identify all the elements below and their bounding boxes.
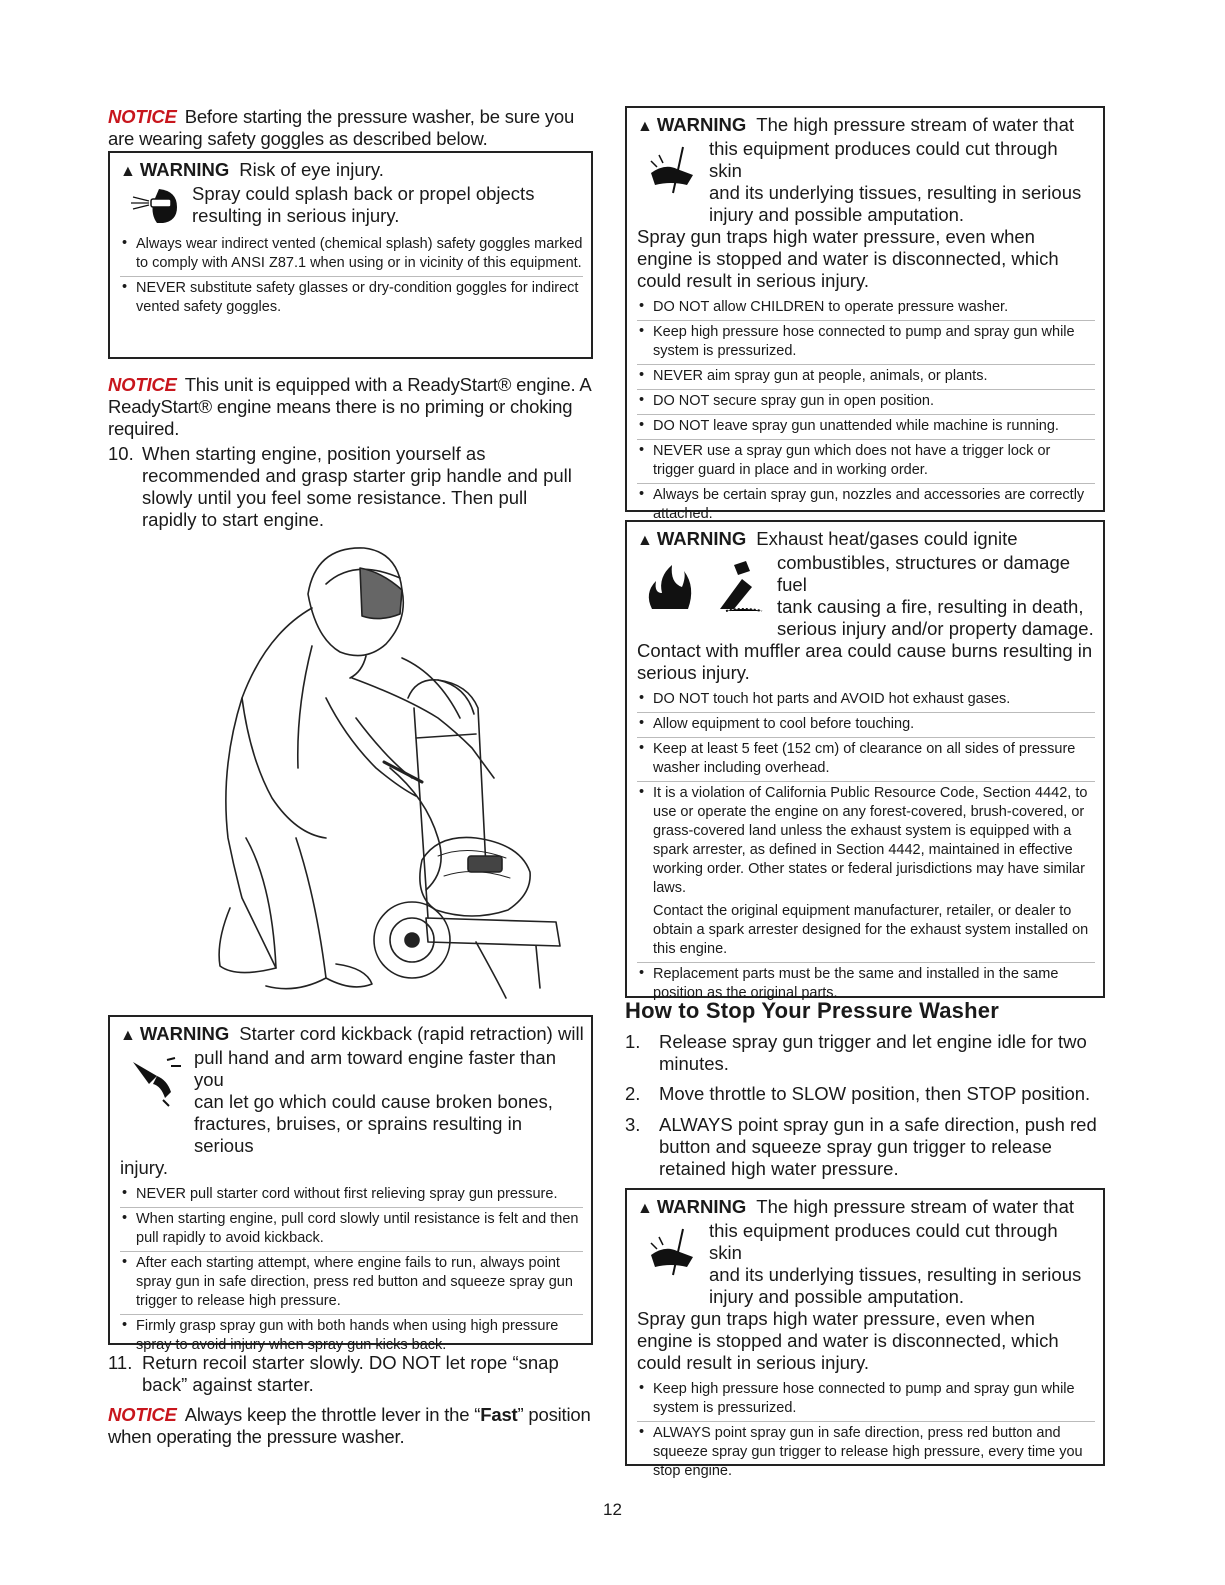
- notice-text-bold: Fast: [480, 1404, 518, 1425]
- warning-line: can let go which could cause broken bones,: [194, 1091, 553, 1112]
- warning-line: and its underlying tissues, resulting in serious: [709, 1264, 1082, 1285]
- warning-line: and its underlying tissues, resulting in serious: [709, 182, 1082, 203]
- warning-triangle-icon: ▲: [637, 532, 653, 549]
- warning-title: [120, 159, 384, 183]
- notice-text: This unit is equipped with a ReadyStart® engine. A ReadyStart® engine means there is no priming or choking required.: [108, 374, 591, 439]
- warning-bullets: [120, 233, 583, 320]
- stop-step-2: [625, 1083, 1095, 1105]
- step-text: Release spray gun trigger and let engine idle for two minutes.: [659, 1031, 1087, 1074]
- warning-first-line: The high pressure stream of water that: [756, 114, 1074, 135]
- stop-step-1: [625, 1031, 1095, 1075]
- warning-label: WARNING: [656, 114, 747, 135]
- warning-tail: injury.: [120, 1157, 168, 1178]
- step-text: Return recoil starter slowly. DO NOT let rope “snap back” against starter.: [142, 1352, 559, 1395]
- list-item: • DO NOT touch hot parts and AVOID hot exhaust gases.: [637, 688, 1095, 712]
- notice-tag: NOTICE: [108, 374, 177, 395]
- warning-paragraph: Contact with muffler area could cause burns resulting in serious injury.: [637, 640, 1093, 683]
- high-pressure-cut-icon: [637, 1220, 709, 1286]
- fire-icons: [637, 552, 777, 618]
- warning-label: WARNING: [139, 1023, 230, 1044]
- fire-icon: [649, 565, 691, 609]
- warning-paragraph: Spray gun traps high water pressure, even when engine is stopped and water is disconnected, which could result in serious injury.: [637, 1308, 1059, 1373]
- list-item: • DO NOT leave spray gun unattended while machine is running.: [637, 414, 1095, 439]
- step-text: When starting engine, position yourself as recommended and grasp starter grip handle and pull slowly until you feel some resistance. Then pull rapidly to start engine.: [142, 443, 572, 530]
- warning-first-line: Exhaust heat/gases could ignite: [756, 528, 1018, 549]
- warning-line: this equipment produces could cut through skin: [709, 138, 1058, 181]
- warning-exhaust: [625, 520, 1105, 1001]
- step-number: 11.: [108, 1352, 133, 1373]
- warning-triangle-icon: ▲: [120, 1027, 136, 1044]
- warning-line: serious injury and/or property damage.: [777, 618, 1094, 639]
- notice-text-post: ” position when operating the pressure washer.: [108, 1404, 591, 1447]
- warning-line: injury and possible amputation.: [709, 1286, 965, 1307]
- stop-step-3: [625, 1114, 1105, 1180]
- warning-triangle-icon: ▲: [120, 163, 136, 180]
- warning-paragraph: Spray gun traps high water pressure, even when engine is stopped and water is disconnected, which could result in serious injury.: [637, 226, 1059, 291]
- notice-readystart: [108, 374, 593, 440]
- warning-title: [637, 1196, 1074, 1220]
- page-number: 12: [603, 1500, 622, 1519]
- list-item: • Firmly grasp spray gun with both hands when using high pressure spray to avoid injury when spray gun kicks back.: [120, 1314, 583, 1358]
- warning-high-pressure-stream: [625, 106, 1105, 522]
- list-item: • NEVER aim spray gun at people, animals, or plants.: [637, 364, 1095, 389]
- warning-first-line: Risk of eye injury.: [239, 159, 384, 180]
- notice-text: Before starting the pressure washer, be sure you are wearing safety goggles as described below.: [108, 106, 575, 149]
- list-item: • Allow equipment to cool before touching.: [637, 712, 1095, 737]
- list-item: • Keep at least 5 feet (152 cm) of clearance on all sides of pressure washer including overhead.: [637, 737, 1095, 781]
- warning-line: injury and possible amputation.: [709, 204, 965, 225]
- warning-eye-injury: [108, 151, 593, 359]
- section-heading: How to Stop Your Pressure Washer: [625, 998, 999, 1023]
- list-item: • NEVER pull starter cord without first relieving spray gun pressure.: [120, 1183, 583, 1207]
- list-item: • NEVER substitute safety glasses or dry-condition goggles for indirect vented safety goggles.: [120, 276, 583, 320]
- warning-line: tank causing a fire, resulting in death,: [777, 596, 1084, 617]
- step-11: [108, 1352, 578, 1396]
- step-10: [108, 443, 578, 531]
- step-number: 3.: [625, 1114, 641, 1135]
- list-item: • ALWAYS point spray gun in safe direction, press red button and squeeze spray gun trigger to release high pressure, every time you stop engine.: [637, 1421, 1095, 1484]
- step-text: ALWAYS point spray gun in a safe direction, push red button and squeeze spray gun trigger to release retained high water pressure.: [659, 1114, 1097, 1179]
- warning-title: [120, 1023, 584, 1047]
- warning-first-line: Starter cord kickback (rapid retraction) will: [239, 1023, 584, 1044]
- warning-triangle-icon: ▲: [637, 1200, 653, 1217]
- notice-throttle: [108, 1404, 593, 1448]
- warning-bullets: [637, 296, 1095, 527]
- notice-text-pre: Always keep the throttle lever in the “: [184, 1404, 481, 1425]
- list-item: • DO NOT secure spray gun in open position.: [637, 389, 1095, 414]
- notice-tag: NOTICE: [108, 1404, 177, 1425]
- step-text: Move throttle to SLOW position, then STOP position.: [659, 1083, 1091, 1104]
- kickback-hand-icon: [120, 1047, 194, 1113]
- list-item-subtext: Contact the original equipment manufacturer, retailer, or dealer to obtain a spark arrester designed for the exhaust system installed on this engine.: [653, 903, 1089, 957]
- warning-bullets: [637, 1378, 1095, 1484]
- warning-line: resulting in serious injury.: [192, 205, 400, 226]
- warning-bullets: [637, 688, 1095, 1006]
- list-item: • Always be certain spray gun, nozzles and accessories are correctly attached.: [637, 483, 1095, 527]
- warning-label: WARNING: [656, 1196, 747, 1217]
- list-item: • When starting engine, pull cord slowly until resistance is felt and then pull rapidly to avoid kickback.: [120, 1207, 583, 1251]
- fuel-fire-icon: [720, 561, 762, 611]
- step-number: 10.: [108, 443, 134, 464]
- warning-title: [637, 528, 1018, 552]
- list-item-text: It is a violation of California Public Resource Code, Section 4442, to use or operate the engine on any forest-covered, brush-covered, or grass-covered land unless the exhaust system is equipped with a spark arrester, as defined in Section 4442, maintained in effective working order. Other states or federal jurisdictions may have similar laws.: [653, 785, 1088, 896]
- warning-bullets: [120, 1183, 583, 1358]
- notice-goggles: [108, 106, 593, 150]
- warning-label: WARNING: [139, 159, 230, 180]
- list-item: [637, 781, 1095, 962]
- warning-title: [637, 114, 1074, 138]
- list-item: • After each starting attempt, where engine fails to run, always point spray gun in safe direction, press red button and squeeze spray gun trigger to release high pressure.: [120, 1251, 583, 1314]
- warning-line: fractures, bruises, or sprains resulting in serious: [194, 1113, 522, 1156]
- list-item: • DO NOT allow CHILDREN to operate pressure washer.: [637, 296, 1095, 320]
- goggles-face-icon: [120, 183, 192, 227]
- warning-first-line: The high pressure stream of water that: [756, 1196, 1074, 1217]
- warning-label: WARNING: [656, 528, 747, 549]
- step-number: 2.: [625, 1083, 641, 1104]
- warning-high-pressure-stream-2: [625, 1188, 1105, 1479]
- starting-engine-illustration: [176, 538, 576, 1008]
- warning-line: Spray could splash back or propel objects: [192, 183, 535, 204]
- notice-tag: NOTICE: [108, 106, 177, 127]
- high-pressure-cut-icon: [637, 138, 709, 204]
- warning-line: combustibles, structures or damage fuel: [777, 552, 1071, 595]
- list-item: • Always wear indirect vented (chemical splash) safety goggles marked to comply with ANSI Z87.1 when using or in vicinity of this equipment.: [120, 233, 583, 276]
- warning-kickback: [108, 1015, 593, 1353]
- step-number: 1.: [625, 1031, 641, 1052]
- warning-line: pull hand and arm toward engine faster than you: [194, 1047, 557, 1090]
- warning-triangle-icon: ▲: [637, 118, 653, 135]
- list-item: • Keep high pressure hose connected to pump and spray gun while system is pressurized.: [637, 320, 1095, 364]
- list-item: • Replacement parts must be the same and installed in the same position as the original parts.: [637, 962, 1095, 1006]
- list-item: • NEVER use a spray gun which does not have a trigger lock or trigger guard in place and in working order.: [637, 439, 1095, 483]
- list-item: • Keep high pressure hose connected to pump and spray gun while system is pressurized.: [637, 1378, 1095, 1421]
- warning-line: this equipment produces could cut through skin: [709, 1220, 1058, 1263]
